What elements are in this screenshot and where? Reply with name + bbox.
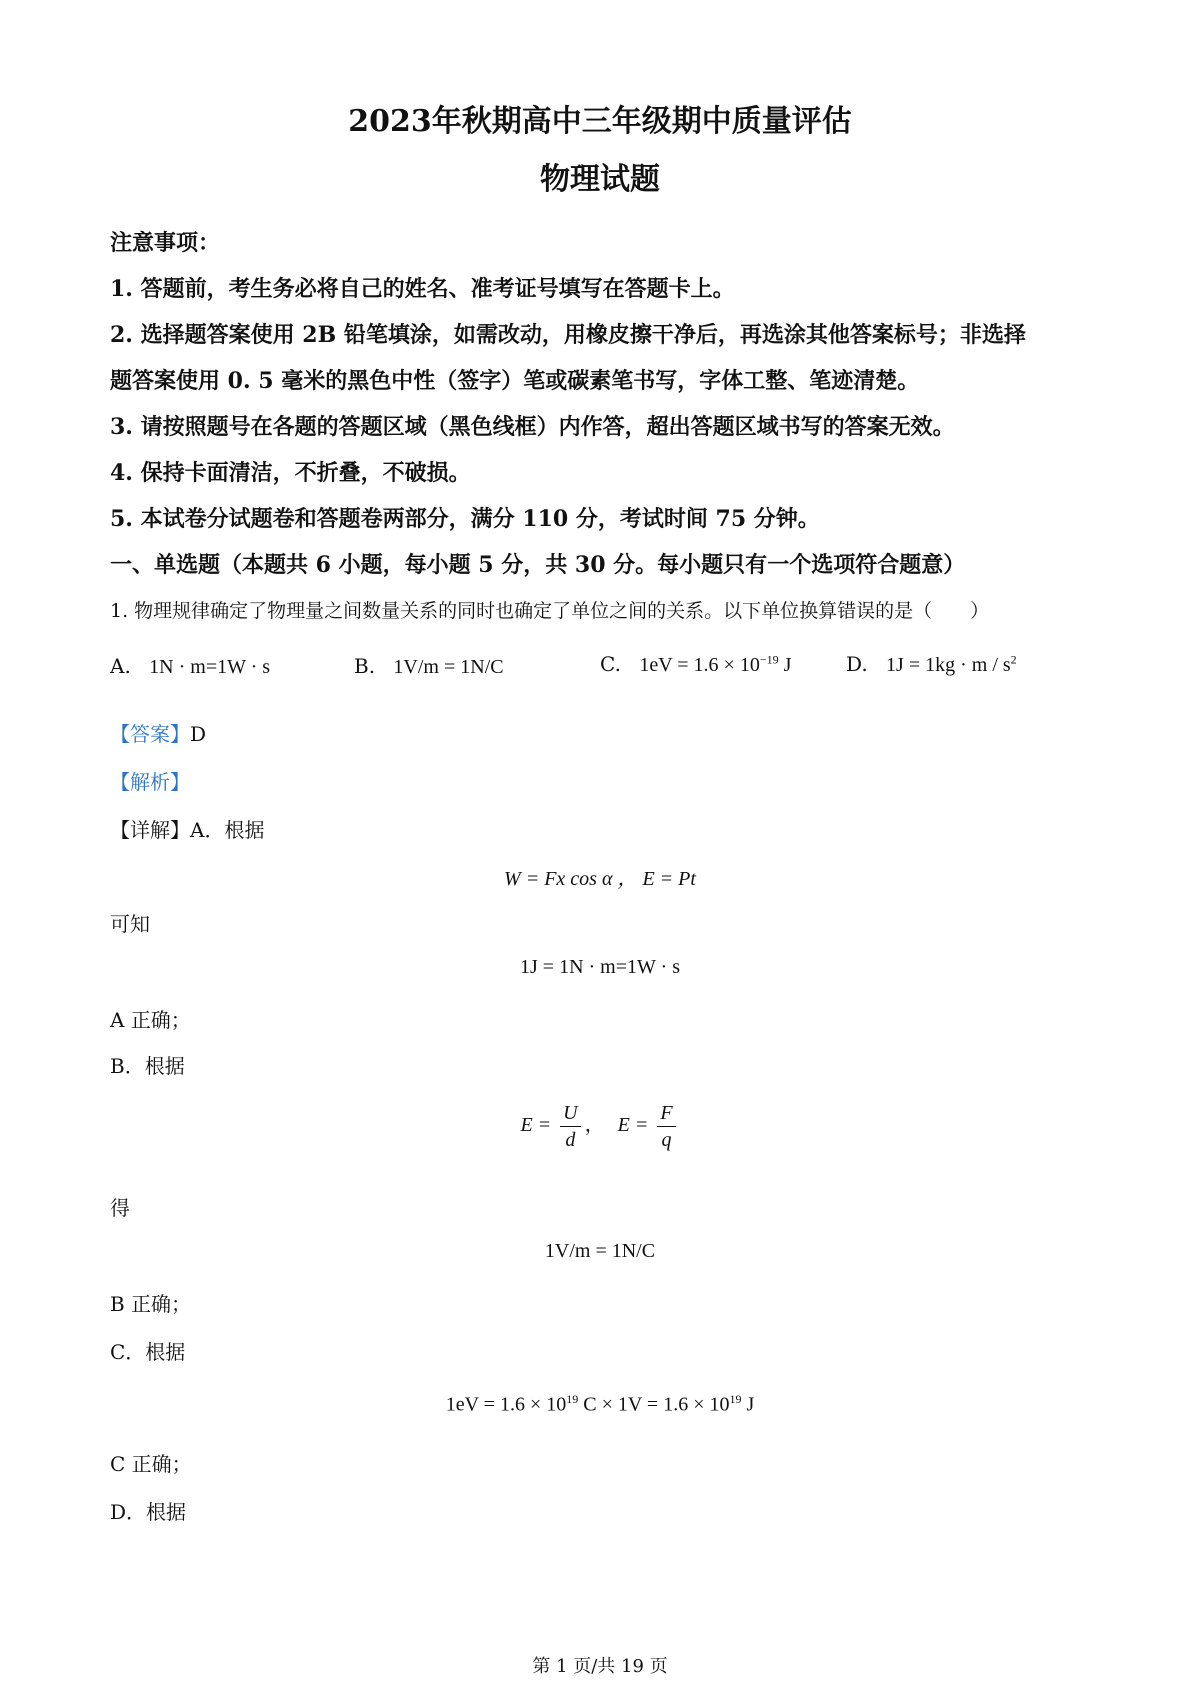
notice-heading: 注意事项： [110,230,221,256]
text-c-correct: C 正确； [110,1452,192,1476]
eq5-part3: J [741,1393,755,1416]
equation-electron-volt [0,1392,1200,1417]
fraction-denominator: d [565,1129,576,1151]
detail-line [110,814,264,843]
text-b-basis: B．根据 [110,1054,185,1078]
detail-a-basis: A．根据 [190,818,265,842]
eq5-exp1: 19 [566,1392,579,1406]
eq3-lhs2: E = [617,1114,649,1137]
option-c-exponent: −19 [759,652,779,667]
option-d-exponent: 2 [1010,652,1017,667]
notice-item-continued: 题答案使用 0. 5 毫米的黑色中性（签字）笔或碳素笔书写，字体工整、笔迹清楚。 [110,368,920,394]
notice-item: 5. 本试卷分试题卷和答题卷两部分，满分 110 分，考试时间 75 分钟。 [110,506,820,532]
option-a [110,654,270,679]
text-c-basis: C．根据 [110,1340,186,1364]
answer-value: D [190,722,207,746]
document-title: 2023年秋期高中三年级期中质量评估 [348,104,852,139]
notice-item: 1. 答题前，考生务必将自己的姓名、准考证号填写在答题卡上。 [110,276,735,302]
page-footer: 第 1 页/共 19 页 [532,1656,668,1677]
answer-tag: 【答案】 [110,722,190,746]
text-a-correct: A 正确； [110,1008,191,1032]
eq5-exp2: 19 [729,1392,742,1406]
option-d-base: 1J = 1kg · m / s [886,654,1011,676]
section-heading: 一、单选题（本题共 6 小题，每小题 5 分，共 30 分。每小题只有一个选项符合题意） [110,552,966,578]
fraction-numerator: F [657,1100,675,1127]
fraction-f-over-q [657,1100,675,1153]
option-d-label: D. [846,652,868,676]
option-c [600,652,791,677]
equation-volt-per-meter: 1V/m = 1N/C [544,1240,656,1262]
equation-work-power: W = Fx cos α ， E = Pt [504,868,696,890]
option-c-base: 1eV = 1.6 × 10 [639,654,760,676]
option-b [354,654,504,679]
fraction-u-over-d [560,1100,580,1153]
eq5-part1: 1eV = 1.6 × 10 [445,1393,567,1416]
notice-item: 4. 保持卡面清洁，不折叠，不破损。 [110,460,471,486]
option-b-label: B. [354,654,376,678]
option-d-text [886,654,1017,676]
equation-field-strength [0,1100,1200,1153]
text-get: 得 [110,1196,130,1220]
answer-line [110,718,206,747]
notice-item: 3. 请按照题号在各题的答题区域（黑色线框）内作答，超出答题区域书写的答案无效。 [110,414,955,440]
option-d [846,652,1017,677]
eq5-part2: C × 1V = 1.6 × 10 [578,1393,730,1416]
equation-joule: 1J = 1N · m=1W · s [520,956,680,978]
option-c-text [639,654,791,676]
eq3-separator: ， [584,1114,605,1137]
option-b-text: 1V/m = 1N/C [393,656,504,678]
detail-tag: 【详解】 [110,818,190,842]
fraction-numerator: U [560,1100,580,1127]
notice-item: 2. 选择题答案使用 2B 铅笔填涂，如需改动，用橡皮擦干净后，再选涂其他答案标号；非选择 [110,322,1026,348]
option-c-label: C. [600,652,621,676]
fraction-denominator: q [661,1129,672,1151]
option-a-text: 1N · m=1W · s [149,656,271,678]
option-c-unit: J [778,654,792,676]
question-stem: 1. 物理规律确定了物理量之间数量关系的同时也确定了单位之间的关系。以下单位换算错误的是（ ） [110,600,990,622]
option-a-label: A. [110,654,131,678]
document-subtitle: 物理试题 [540,162,660,197]
text-b-correct: B 正确； [110,1292,192,1316]
text-knowable: 可知 [110,912,150,936]
analysis-tag: 【解析】 [110,770,190,794]
text-d-basis: D．根据 [110,1500,187,1524]
eq3-lhs1: E = [520,1114,552,1137]
